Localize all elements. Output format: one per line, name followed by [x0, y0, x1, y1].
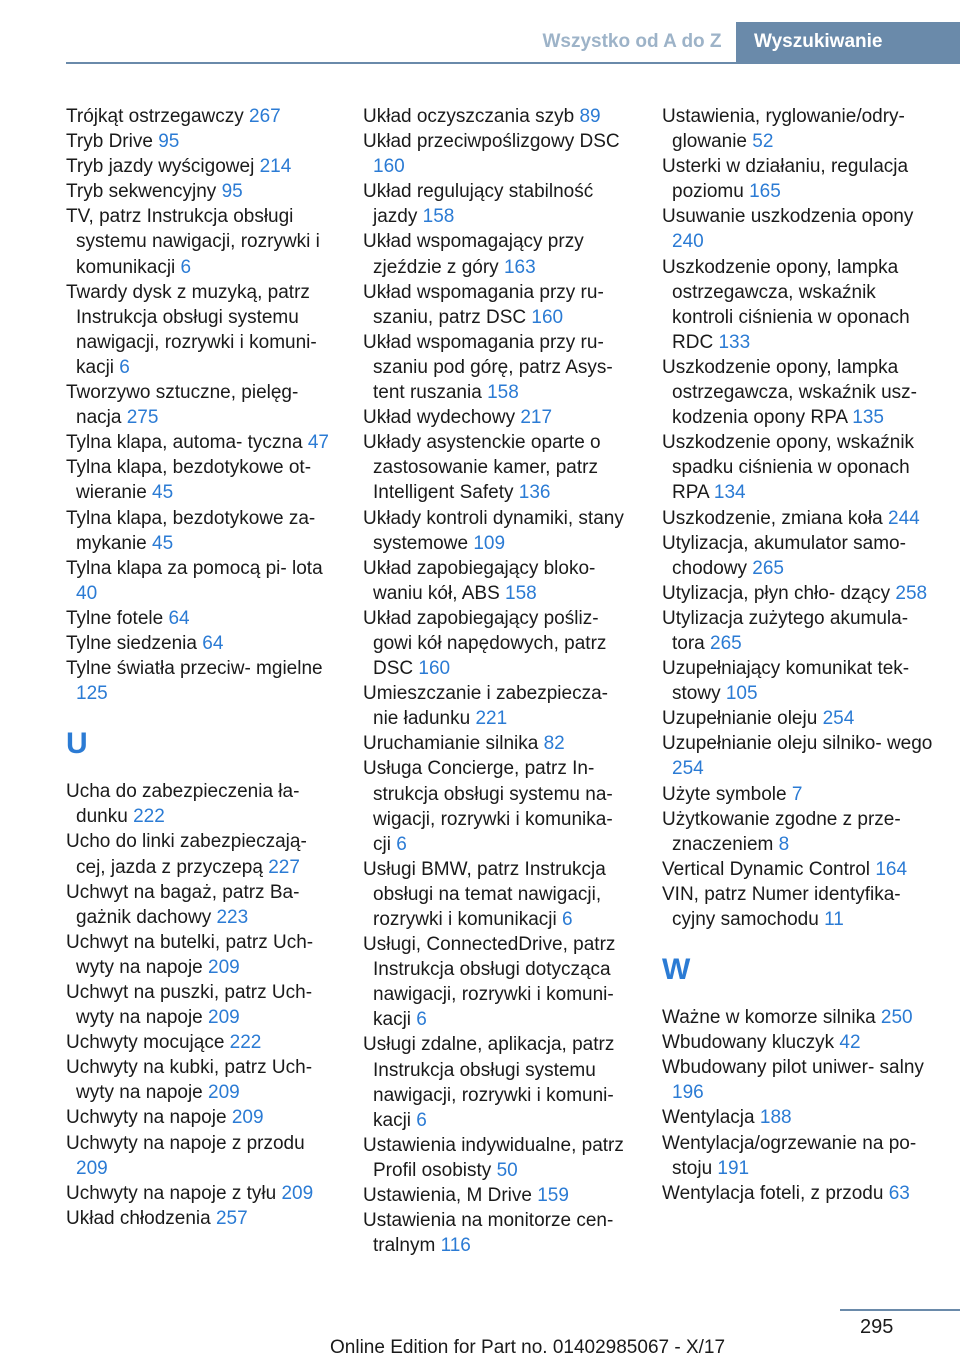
entry-text: Uzupełniający komunikat tek- stowy [662, 658, 910, 705]
index-entry [662, 857, 936, 882]
index-entry [363, 1133, 635, 1183]
index-entry [363, 179, 635, 229]
index-entry [66, 1131, 336, 1181]
entry-page-link[interactable]: 254 [822, 708, 855, 730]
index-entry [363, 556, 635, 606]
entry-page-link[interactable]: 63 [888, 1182, 910, 1204]
index-entry [662, 204, 936, 254]
section-letter: U [66, 727, 88, 761]
entry-page-link[interactable]: 82 [543, 733, 565, 755]
section-letter: W [662, 953, 691, 987]
index-entry [66, 1055, 336, 1105]
index-entry [66, 930, 336, 980]
entry-text: Ustawienia, ryglowanie/odry- glowanie [662, 106, 905, 153]
index-entry [662, 531, 936, 581]
entry-page-link[interactable]: 6 [180, 256, 192, 278]
tab-search[interactable]: Wyszukiwanie [736, 22, 960, 62]
index-entry [363, 430, 635, 505]
entry-text: Utylizacja zużytego akumula- tora [662, 607, 909, 654]
index-entry [662, 1055, 936, 1105]
entry-page-link[interactable]: 52 [752, 131, 774, 153]
index-entry [363, 129, 635, 179]
entry-text: Trójkąt ostrzegawczy [66, 106, 244, 127]
index-entry [662, 1131, 936, 1181]
index-entry [66, 631, 336, 656]
index-entry [662, 807, 936, 857]
entry-page-link[interactable]: 267 [249, 106, 281, 127]
entry-text: Uchwyty na napoje z tyłu [66, 1182, 277, 1204]
index-column-2 [363, 104, 635, 1258]
index-entry [363, 330, 635, 405]
entry-text: Twardy dysk z muzyką, patrz Instrukcja obsługi systemu nawigacji, rozrywki i komuni- kacji [66, 281, 317, 378]
entry-page-link[interactable]: 164 [875, 858, 908, 880]
entry-text: Uchwyt na bagaż, patrz Ba- gażnik dachowy [66, 881, 300, 928]
index-entry [662, 355, 936, 430]
index-entry [662, 656, 936, 706]
entry-page-link[interactable]: 116 [440, 1235, 471, 1257]
entry-page-link[interactable]: 227 [268, 856, 300, 878]
entry-text: Uszkodzenie opony, lampka ostrzegawcza, wskaźnik kontroli ciśnienia w oponach RDC [662, 256, 910, 353]
entry-page-link[interactable]: 160 [373, 156, 405, 178]
entry-page-link[interactable]: 217 [520, 407, 553, 429]
entry-page-link[interactable]: 11 [824, 909, 844, 930]
index-entry [662, 706, 936, 731]
entry-page-link[interactable]: 8 [778, 833, 790, 855]
index-entry [66, 506, 336, 556]
entry-text: Ustawienia na monitorze cen- tralnym [363, 1210, 614, 1257]
index-entry [66, 280, 336, 380]
entry-page-link[interactable]: 160 [531, 306, 564, 328]
index-entry [66, 204, 336, 279]
entry-text: Wentylacja/ogrzewanie na po- stoju [662, 1132, 917, 1179]
index-entry [662, 1030, 936, 1055]
index-entry [662, 154, 936, 204]
entry-text: Uruchamianie silnika [363, 733, 539, 755]
entry-page-link[interactable]: 6 [416, 1009, 427, 1031]
entry-text: Uchwyty mocujące [66, 1032, 225, 1054]
entry-text: Układ zapobiegający pośliz- gowi kół napędowych, patrz DSC [363, 607, 607, 680]
entry-page-link[interactable]: 196 [672, 1082, 704, 1104]
page-header [0, 22, 960, 64]
entry-text: Tworzywo sztuczne, pielęg- nacja [66, 382, 299, 429]
entry-text: Uchwyt na puszki, patrz Uch- wyty na napoje [66, 982, 313, 1029]
entry-text: Użytkowanie zgodne z prze- znaczeniem [662, 808, 901, 855]
index-entry [66, 154, 336, 179]
entry-text: Uszkodzenie opony, wskaźnik spadku ciśnienia w oponach RPA [662, 432, 915, 504]
entry-page-link[interactable]: 160 [418, 658, 451, 680]
header-divider [66, 62, 960, 64]
edition-note: Online Edition for Part no. 01402985067 - X/17 [330, 1337, 726, 1358]
entry-text: Tylna klapa, bezdotykowe ot- wieranie [66, 457, 312, 504]
index-entry [363, 606, 635, 681]
index-entry [363, 932, 635, 1032]
index-entry [66, 1181, 336, 1206]
entry-page-link[interactable]: 191 [717, 1157, 750, 1179]
index-entry [363, 1183, 635, 1208]
index-entry [662, 882, 936, 932]
entry-text: Układ regulujący stabilność jazdy [363, 181, 594, 228]
index-entry [66, 556, 336, 606]
entry-page-link[interactable]: 7 [791, 783, 803, 805]
entry-text: Tylne siedzenia [66, 632, 197, 654]
entry-page-link[interactable]: 109 [473, 532, 506, 554]
entry-page-link[interactable]: 209 [208, 1082, 240, 1104]
entry-text: Wentylacja [662, 1107, 755, 1129]
entry-page-link[interactable]: 209 [76, 1157, 108, 1179]
entry-page-link[interactable]: 165 [749, 181, 781, 203]
entry-page-link[interactable]: 50 [496, 1159, 518, 1181]
entry-page-link[interactable]: 133 [718, 331, 751, 353]
index-entry [363, 229, 635, 279]
index-entry [66, 880, 336, 930]
entry-text: Układ wydechowy [363, 407, 516, 429]
entry-text: Wbudowany kluczyk [662, 1032, 835, 1054]
entry-page-link[interactable]: 45 [152, 532, 174, 554]
entry-page-link[interactable]: 163 [503, 256, 536, 278]
entry-text: Usługi zdalne, aplikacja, patrz Instrukcja obsługi systemu nawigacji, rozrywki i komuni- kacji [363, 1034, 615, 1131]
entry-text: Ważne w komorze silnika [662, 1007, 876, 1029]
index-entry [66, 455, 336, 505]
entry-text: VIN, patrz Numer identyfika- cyjny samochodu [662, 883, 901, 930]
index-entry [363, 756, 635, 856]
entry-text: Układ wspomagania przy ru- szaniu, patrz DSC [363, 281, 604, 328]
entry-page-link[interactable]: 265 [752, 557, 784, 579]
entry-page-link[interactable]: 6 [119, 356, 130, 378]
entry-page-link[interactable]: 214 [259, 156, 292, 178]
entry-text: Tylne światła przeciw- mgielne [66, 658, 323, 680]
entry-text: Układ oczyszczania szyb [363, 106, 575, 127]
entry-text: Układ wspomagania przy ru- szaniu pod górę, patrz Asys- tent ruszania [363, 331, 613, 404]
index-entry [363, 506, 635, 556]
entry-page-link[interactable]: 6 [561, 909, 573, 930]
index-entry [662, 1105, 936, 1130]
entry-page-link[interactable]: 209 [208, 956, 240, 978]
index-entry [66, 1105, 336, 1130]
index-entry [662, 255, 936, 355]
footer-divider [840, 1309, 960, 1311]
entry-page-link[interactable]: 188 [759, 1107, 792, 1129]
entry-text: Tylne fotele [66, 607, 164, 629]
entry-text: Umieszczanie i zabezpiecza- nie ładunku [363, 683, 608, 730]
entry-page-link[interactable]: 125 [76, 683, 108, 705]
entry-text: Układ zapobiegający bloko- waniu kół, ABS [363, 557, 596, 604]
entry-text: Uzupełnianie oleju [662, 708, 818, 730]
index-entry [363, 1032, 635, 1132]
entry-page-link[interactable]: 221 [475, 708, 508, 730]
index-entry [363, 1208, 635, 1258]
entry-page-link[interactable]: 223 [216, 906, 249, 928]
index-entry [363, 405, 635, 430]
index-entry [662, 430, 936, 505]
entry-page-link[interactable]: 105 [725, 683, 758, 705]
entry-text: Wbudowany pilot uniwer- salny [662, 1057, 924, 1079]
entry-text: Usuwanie uszkodzenia opony [662, 206, 914, 228]
entry-page-link[interactable]: 64 [168, 607, 190, 629]
entry-text: Ucha do zabezpieczenia ła- dunku [66, 781, 300, 828]
index-entry [66, 656, 336, 706]
index-entry [66, 104, 336, 129]
entry-text: Utylizacja, akumulator samo- chodowy [662, 532, 906, 579]
index-column-3 [662, 104, 936, 1206]
entry-text: Vertical Dynamic Control [662, 858, 871, 880]
entry-text: Uzupełnianie oleju silniko- wego [662, 733, 933, 755]
entry-text: Wentylacja foteli, z przodu [662, 1182, 884, 1204]
entry-page-link[interactable]: 275 [126, 407, 159, 429]
entry-text: Tylna klapa, bezdotykowe za- mykanie [66, 507, 316, 554]
entry-page-link[interactable]: 135 [852, 407, 884, 429]
entry-text: Tryb jazdy wyścigowej [66, 156, 255, 178]
index-entry [363, 857, 635, 932]
entry-page-link[interactable]: 244 [888, 507, 920, 529]
entry-text: Uszkodzenie opony, lampka ostrzegawcza, wskaźnik usz- kodzenia opony RPA [662, 356, 917, 429]
entry-page-link[interactable]: 134 [713, 482, 746, 504]
entry-page-link[interactable]: 95 [221, 181, 243, 203]
entry-text: Usługi, ConnectedDrive, patrz Instrukcja obsługi dotycząca nawigacji, rozrywki i komuni- kacji [363, 934, 616, 1031]
index-entry [66, 779, 336, 829]
entry-page-link[interactable]: 158 [422, 206, 455, 228]
entry-page-link[interactable]: 95 [158, 131, 180, 153]
entry-page-link[interactable]: 222 [229, 1032, 262, 1054]
entry-text: Usługa Concierge, patrz In- strukcja obsługi systemu na- wigacji, rozrywki i komunika- cji [363, 758, 613, 855]
entry-text: Utylizacja, płyn chło- dzący [662, 582, 891, 604]
entry-text: Tylna klapa, automa- tyczna [66, 432, 303, 454]
entry-text: Ustawienia, M Drive [363, 1185, 532, 1207]
index-entry [662, 731, 936, 781]
entry-page-link[interactable]: 64 [202, 632, 224, 654]
entry-page-link[interactable]: 254 [672, 758, 704, 780]
entry-page-link[interactable]: 42 [839, 1032, 861, 1054]
index-entry [662, 581, 936, 606]
entry-text: Uszkodzenie, zmiana koła [662, 507, 883, 529]
index-column-1 [66, 104, 336, 1231]
entry-text: TV, patrz Instrukcja obsługi systemu nawigacji, rozrywki i komunikacji [66, 206, 320, 278]
entry-page-link[interactable]: 159 [537, 1185, 569, 1207]
entry-text: Tryb Drive [66, 131, 153, 153]
entry-text: Tryb sekwencyjny [66, 181, 217, 203]
index-entry [662, 1181, 936, 1206]
entry-page-link[interactable]: 209 [281, 1182, 314, 1204]
entry-page-link[interactable]: 136 [518, 482, 551, 504]
index-entry [662, 606, 936, 656]
entry-text: Ucho do linki zabezpieczają- cej, jazda z przyczepą [66, 831, 307, 878]
index-columns [0, 104, 960, 1274]
entry-text: Układ chłodzenia [66, 1207, 211, 1229]
index-entry [66, 606, 336, 631]
tab-a-to-z[interactable]: Wszystko od A do Z [542, 31, 722, 52]
entry-page-link[interactable]: 45 [152, 482, 174, 504]
entry-text: Układy kontroli dynamiki, stany systemowe [363, 507, 624, 554]
index-entry [66, 380, 336, 430]
page-number: 295 [860, 1316, 894, 1338]
entry-text: Usterki w działaniu, regulacja poziomu [662, 156, 909, 203]
entry-page-link[interactable]: 6 [396, 833, 407, 855]
index-entry [66, 980, 336, 1030]
index-entry [662, 1005, 936, 1030]
index-entry [662, 104, 936, 154]
entry-page-link[interactable]: 257 [215, 1207, 248, 1229]
entry-text: Układ wspomagający przy zjeździe z góry [363, 231, 584, 278]
index-entry [662, 782, 936, 807]
entry-page-link[interactable]: 258 [895, 582, 928, 604]
entry-page-link[interactable]: 209 [208, 1007, 240, 1029]
index-entry [66, 430, 336, 455]
entry-page-link[interactable]: 265 [710, 632, 742, 654]
index-entry [66, 1206, 336, 1231]
index-entry [363, 681, 635, 731]
index-entry [66, 129, 336, 154]
entry-text: Układ przeciwpoślizgowy DSC [363, 131, 620, 153]
entry-text: Uchwyt na butelki, patrz Uch- wyty na napoje [66, 931, 314, 978]
entry-page-link[interactable]: 222 [133, 806, 165, 828]
index-entry [363, 731, 635, 756]
entry-page-link[interactable]: 209 [231, 1107, 264, 1129]
entry-page-link[interactable]: 89 [579, 106, 601, 127]
entry-page-link[interactable]: 250 [880, 1007, 913, 1029]
entry-text: Tylna klapa za pomocą pi- lota [66, 557, 323, 579]
index-entry [662, 506, 936, 531]
entry-text: Układy asystenckie oparte o zastosowanie kamer, patrz Intelligent Safety [363, 432, 601, 504]
entry-text: Uchwyty na napoje z przodu [66, 1132, 305, 1154]
index-entry [363, 104, 635, 129]
entry-text: Uchwyty na napoje [66, 1107, 227, 1129]
index-entry [66, 829, 336, 879]
entry-page-link[interactable]: 6 [416, 1109, 427, 1131]
entry-page-link[interactable]: 158 [505, 582, 537, 604]
entry-text: Usługi BMW, patrz Instrukcja obsługi na temat nawigacji, rozrywki i komunikacji [363, 858, 606, 930]
entry-text: Uchwyty na kubki, patrz Uch- wyty na napoje [66, 1057, 313, 1104]
entry-page-link[interactable]: 158 [487, 382, 519, 404]
index-entry [66, 1030, 336, 1055]
index-entry [363, 280, 635, 330]
entry-page-link[interactable]: 47 [307, 432, 329, 454]
entry-text: Ustawienia indywidualne, patrz Profil osobisty [363, 1134, 624, 1181]
entry-text: Użyte symbole [662, 783, 787, 805]
entry-page-link[interactable]: 240 [672, 231, 704, 253]
index-entry [66, 179, 336, 204]
entry-page-link[interactable]: 40 [76, 582, 98, 604]
